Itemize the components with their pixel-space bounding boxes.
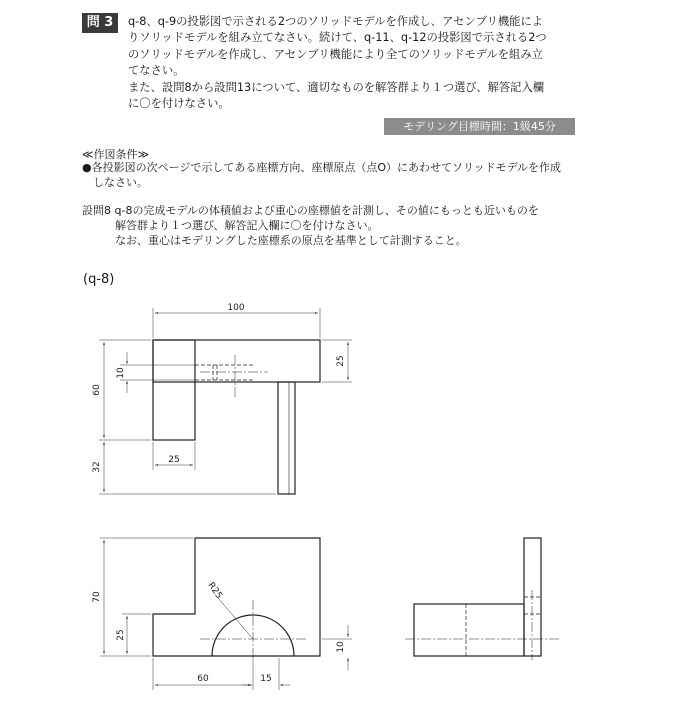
modeling-time-badge: モデリング目標時間：1級45分 [384,118,575,135]
front-view [153,538,320,660]
dim-front-width: 60 [197,674,209,684]
top-view-right-leg-outline [278,382,295,494]
figure-label: (q-8) [83,272,115,287]
dim-top-bottom-height: 32 [92,461,102,473]
front-view-radius-leader [218,598,253,639]
side-view-base-outline [414,604,524,656]
top-view-center-lines [200,355,268,398]
sub-question-line: 解答群より１つ選び、解答記入欄に〇を付けなさい。 [82,219,379,232]
dim-top-width: 100 [227,303,245,313]
dim-front-left-height: 25 [116,629,126,641]
dim-top-leg-width: 25 [168,455,180,465]
dim-top-left-height: 60 [92,384,102,396]
top-view-left-leg-outline [153,340,195,440]
conditions-title: ≪作図条件≫ [82,148,150,161]
front-view-dimensions [100,538,352,690]
sub-question-line: なお、重心はモデリングした座標系の原点を基準として計測すること。 [82,234,467,247]
side-view [405,538,560,660]
sub-question-line: 設問8 q-8の完成モデルの体積値および重心の座標値を計測し、その値にもっとも近いものを [82,204,539,217]
dim-front-height: 70 [92,591,102,603]
dim-front-offset: 15 [260,674,272,684]
top-view-dimensions [99,308,352,494]
question-line: q-8、q-9の投影図で示される2つのソリッドモデルを作成し、アセンブリ機能によ [128,15,544,28]
question-number-badge: 問 3 [82,13,118,33]
dim-front-radius: R25 [205,580,224,601]
front-view-center-lines [200,600,308,660]
side-view-hidden-lines [466,597,541,656]
top-view-bar-outline [153,340,320,382]
conditions-line: しなさい。 [82,176,148,189]
question-line: のソリッドモデルを作成し、アセンブリ機能により全てのソリッドモデルを組み立 [128,47,543,61]
top-view-hidden-lines [195,365,255,380]
question-line: てなさい。 [128,64,185,78]
question-line: りソリッドモデルを組み立てなさい。続けて、q-11、q-12の投影図で示される2つ [128,31,547,45]
dim-top-right-height: 25 [336,355,346,367]
side-view-center-lines [405,590,560,660]
dim-front-gap: 10 [336,641,346,653]
conditions-line: ●各投影図の次ページで示してある座標方向、座標原点（点O）にあわせてソリッドモデルを作成 [82,161,562,174]
question-line: また、設問8から設問13について、適切なものを解答群より１つ選び、解答記入欄 [128,80,545,94]
question-line: に〇を付けなさい。 [128,97,230,111]
dim-top-small: 10 [116,367,126,379]
front-view-outline [153,538,320,656]
top-view [153,340,320,494]
